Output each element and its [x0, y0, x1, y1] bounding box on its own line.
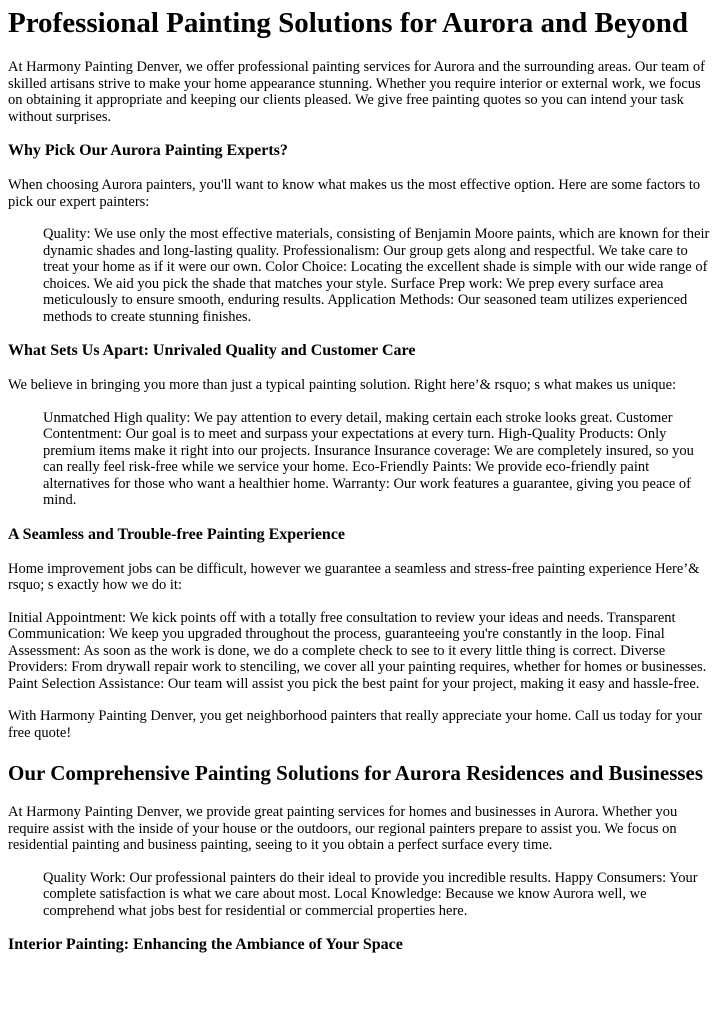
section-heading-what-sets-apart: What Sets Us Apart: Unrivaled Quality and Customer Care — [8, 342, 416, 359]
comprehensive-quote: Quality Work: Our professional painters do their ideal to provide you incredible results. Happy Consumers: Your complete satisfaction is what we care about most. Local Knowledge: Because we know Aurora well, we comprehend what jobs best for residential or commercial properties here. — [43, 869, 698, 919]
why-pick-quote: Quality: We use only the most effective materials, consisting of Benjamin Moore paints, which are known for their dynamic shades and long-lasting quality. Professionalism: Our group gets along and respectful. We take care to treat your home as if it were our own. Color Choice: Locating the excellent shade is simple with our wide range of choices. We aid you pick the shade that matches your style. Surface Prep work: We prep every surface area meticulously to ensure smooth, enduring results. Application Methods: Our seasoned team utilizes experienced methods to create stunning finishes. — [43, 226, 710, 325]
seamless-paragraph-1: Home improvement jobs can be difficult, however we guarantee a seamless and stress-free painting experience Here’& rsquo; s exactly how we do it: — [8, 560, 700, 593]
intro-paragraph: At Harmony Painting Denver, we offer professional painting services for Aurora and the surrounding areas. Our team of skilled artisans strive to make your home appearance stunning. Whether you require interior or external work, we focus on obtaining it appropriate and keeping our clients pleased. We give free painting quotes so you can intend your task without surprises. — [8, 59, 705, 125]
what-sets-apart-paragraph: We believe in bringing you more than just a typical painting solution. Right here’& rsquo; s what makes us unique: — [8, 377, 677, 393]
section-heading-seamless-experience: A Seamless and Trouble-free Painting Experience — [8, 525, 346, 543]
seamless-paragraph-3: With Harmony Painting Denver, you get neighborhood painters that really appreciate your home. Call us today for your free quote! — [8, 708, 703, 741]
section-heading-why-pick: Why Pick Our Aurora Painting Experts? — [8, 142, 288, 159]
why-pick-paragraph: When choosing Aurora painters, you'll want to know what makes us the most effective option. Here are some factors to pick our expert painters: — [8, 177, 701, 210]
article — [0, 6, 720, 954]
section-heading-comprehensive-solutions: Our Comprehensive Painting Solutions for Aurora Residences and Businesses — [8, 761, 704, 785]
comprehensive-paragraph: At Harmony Painting Denver, we provide great painting services for homes and businesses in Aurora. Whether you require assist with the inside of your house or the outdoors, our regional painters prepare to assist you. We focus on residential painting and business painting, seeing to it you obtain a perfect surface every time. — [8, 804, 678, 853]
page-title: Professional Painting Solutions for Aurora and Beyond — [8, 7, 689, 39]
seamless-paragraph-2: Initial Appointment: We kick points off with a totally free consultation to review your ideas and needs. Transparent Communication: We keep you upgraded throughout the process, guaranteeing you're constantly in the loop. Final Assessment: As soon as the work is done, we do a complete check to see to it every little thing is correct. Diverse Providers: From drywall repair work to stenciling, we cover all your painting requires, whether for homes or businesses. Paint Selection Assistance: Our team will assist you pick the best paint for your project, making it easy and hassle-free. — [8, 609, 707, 692]
what-sets-apart-quote: Unmatched High quality: We pay attention to every detail, making certain each stroke looks great. Customer Contentment: Our goal is to meet and surpass your expectations at every turn. High-Quality Products: Only premium items make it right into our projects. Insurance Insurance coverage: We are completely insured, so you can really feel risk-free while we service your home. Eco-Friendly Paints: We provide eco-friendly paint alternatives for those who want a healthier home. Warranty: Our work features a guarantee, giving you peace of mind. — [43, 409, 694, 508]
section-heading-interior-painting: Interior Painting: Enhancing the Ambiance of Your Space — [8, 936, 403, 953]
